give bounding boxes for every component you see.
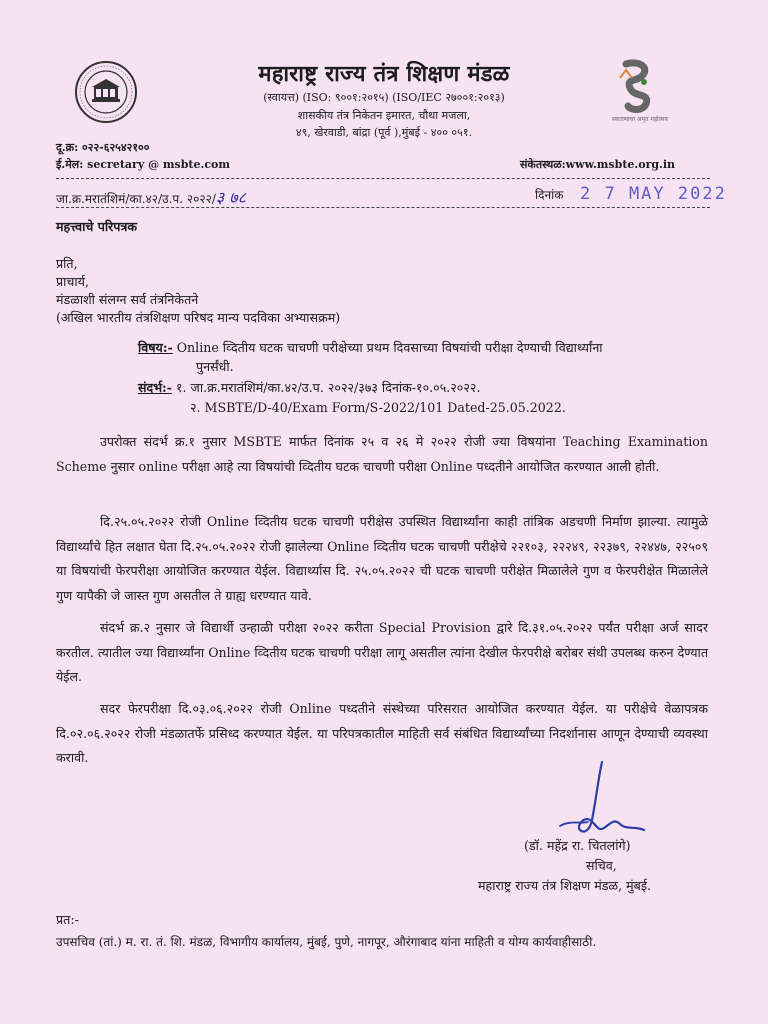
divider-top — [56, 178, 710, 179]
handwritten-signature — [540, 760, 660, 844]
address-line-2: ४९, खेरवाडी, बांद्रा (पूर्व ),मुंबई - ४०० ०५१. — [295, 126, 473, 139]
divider-bottom — [56, 207, 710, 208]
to-line-2: प्राचार्य, — [56, 274, 89, 289]
paragraph-2: दि.२५.०५.२०२२ रोजी Online व्दितीय घटक चाचणी परीक्षेस उपस्थित विद्यार्थ्यांना काही तांत्रिक अडचणी निर्माण झाल्या. त्यामुळे विद्यार्थ्यांचे हित लक्षात घेता दि.२५.०५.२०२२ रोजी झालेल्या Online व्दितीय घटक चाचणी परीक्षेचे २२१०३, २२२४९, २२३७९, २२४४७, २२५०९ या विषयांची फेरपरीक्षा आयोजित करण्यात येईल. विद्यार्थ्यास दि. २५.०५.२०२२ ची घटक चाचणी परीक्षेत मिळालेले गुण व फेरपरीक्षेत मिळालेले गुण यापैकी जे जास्त गुण असतील ते ग्राह्य धरण्यात यावे. — [56, 514, 708, 603]
email-address: ई.मेल: secretary @ msbte.com — [56, 158, 231, 171]
reference-line-2: २. MSBTE/D-40/Exam Form/S-2022/101 Dated-25.05.2022. — [190, 400, 566, 415]
date-label: दिनांक — [535, 188, 564, 202]
date-stamp: 2 7 MAY 2022 — [580, 184, 727, 204]
website-address: संकेतस्थळ:www.msbte.org.in — [520, 158, 676, 171]
reference-number-handwritten: ३ ७८ — [215, 188, 246, 207]
signatory-designation: सचिव, — [586, 858, 617, 873]
to-line-1: प्रति, — [56, 256, 78, 271]
copy-text: उपसचिव (तां.) म. रा. तं. शि. मंडळ, विभागीय कार्यालय, मुंबई, पुणे, नागपूर, औरंगाबाद यांना माहिती व योग्य कार्यवाहीसाठी. — [56, 935, 597, 949]
signatory-organization: महाराष्ट्र राज्य तंत्र शिक्षण मंडळ, मुंबई. — [478, 878, 652, 893]
signatory-name: (डॉ. महेंद्र रा. चितलांगे) — [524, 838, 631, 853]
address-line-1: शासकीय तंत्र निकेतन इमारत, चौथा मजला, — [297, 109, 471, 122]
circular-heading: महत्त्वाचे परिपत्रक — [56, 219, 138, 234]
subject-label: विषय:- — [138, 340, 173, 355]
subject-text: Online व्दितीय घटक चाचणी परीक्षेच्या प्रथम दिवसाच्या विषयांची परीक्षा देण्याची विद्यार्थ्यांना — [172, 340, 603, 355]
to-line-4: (अखिल भारतीय तंत्रशिक्षण परिषद मान्य पदविका अभ्यासक्रम) — [56, 310, 341, 325]
subject-line-2: पुनर्संधी. — [196, 359, 234, 374]
logo-caption: स्वातंत्र्याचा अमृत महोत्सव — [612, 116, 668, 123]
to-line-3: मंडळाशी संलग्न सर्व तंत्रनिकेतने — [56, 292, 199, 307]
paragraph-1: उपरोक्त संदर्भ क्र.१ नुसार MSBTE मार्फत दिनांक २५ व २६ मे २०२२ रोजी ज्या विषयांना Teaching Examination Scheme नुसार online परीक्षा आहे त्या विषयांची व्दितीय घटक चाचणी परीक्षा Online पध्दतीने आयोजित करण्यात आली होती. — [56, 434, 708, 474]
paragraph-4: सदर फेरपरीक्षा दि.०३.०६.२०२२ रोजी Online पध्दतीने संस्थेच्या परिसरात आयोजित करण्यात येईल. या परीक्षेचे वेळापत्रक दि.०२.०६.२०२२ रोजी मंडळातर्फे प्रसिध्द करण्यात येईल. या परिपत्रकातील माहिती सर्व संबंधित विद्यार्थ्यांच्या निदर्शानास आणून देण्याची व्यवस्था करावी. — [56, 701, 708, 765]
paragraph-3: संदर्भ क्र.२ नुसार जे विद्यार्थी उन्हाळी परीक्षा २०२२ करीता Special Provision द्वारे दि.३१.०५.२०२२ पर्यंत परीक्षा अर्ज सादर करतील. त्यातील ज्या विद्यार्थ्यांना Online व्दितीय घटक चाचणी परीक्षा लागू असतील त्यांना देखील फेरपरीक्षे बरोबर संधी उपलब्ध करुन देण्यात येईल. — [56, 620, 708, 684]
reference-number-text: जा.क्र.मरातंशिमं/का.४२/उ.प. २०२२/ — [56, 192, 216, 206]
reference-1-text: १. जा.क्र.मरातंशिमं/का.४२/उ.प. २०२२/३७३ दिनांक-१०.०५.२०२२. — [171, 380, 481, 395]
copy-label: प्रत:- — [56, 912, 79, 927]
phone-number: दू.क्र: ०२२-६२५४२१०० — [56, 141, 150, 154]
reference-label: संदर्भ:- — [138, 380, 172, 395]
org-title: महाराष्ट्र राज्य तंत्र शिक्षण मंडळ — [258, 61, 510, 87]
iso-line: (स्वायत्त) (ISO: ९००१:२०१५) (ISO/IEC २७००१:२०१३) — [263, 91, 505, 104]
reference-number — [56, 186, 246, 208]
